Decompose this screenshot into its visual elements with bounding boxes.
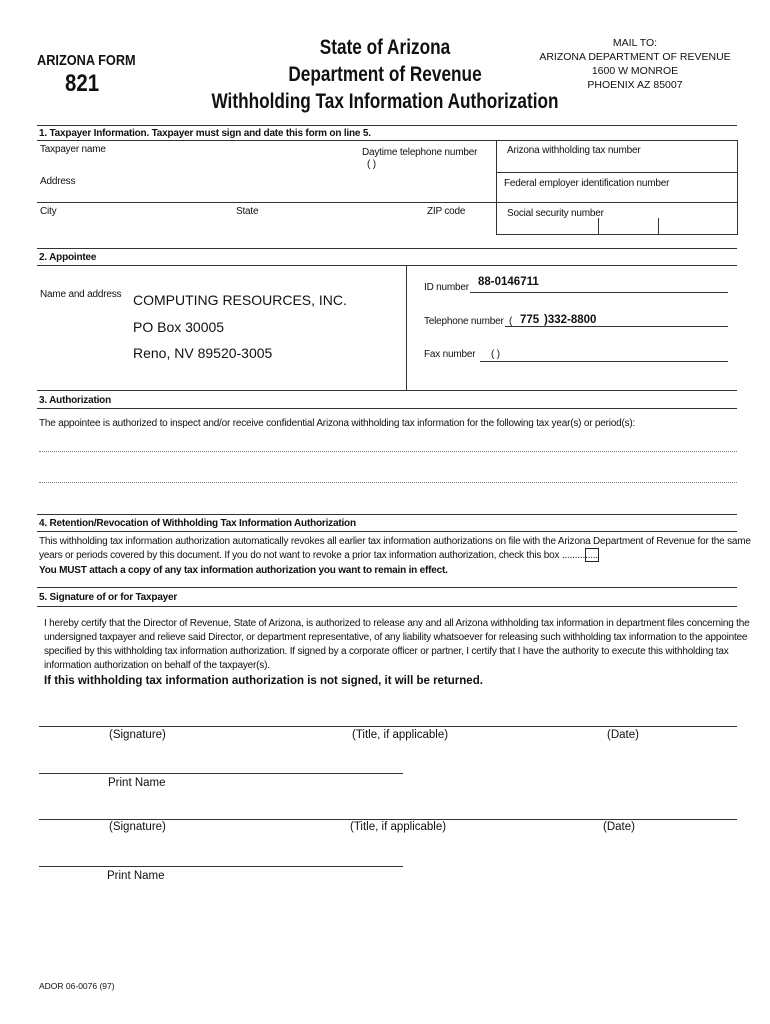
certification-line: information authorization on behalf of the taxpayer(s). bbox=[44, 660, 270, 671]
section2-heading: 2. Appointee bbox=[39, 252, 97, 263]
tax-period-line[interactable] bbox=[39, 482, 737, 483]
certification-line: undersigned taxpayer and relieve said Director, or department representative, of any liability whatsoever for releasing such withholding tax information to the appointee bbox=[44, 632, 748, 643]
certification-line: specified by this withholding tax information authorization. If signed by a corporate officer or partner, I certify that I have the authority to execute this withholding tax bbox=[44, 646, 729, 657]
print-name-line[interactable] bbox=[39, 866, 403, 867]
revoke-checkbox[interactable] bbox=[585, 548, 599, 562]
signature-caption: (Signature) bbox=[109, 821, 166, 833]
title-line1: State of Arizona bbox=[319, 36, 451, 59]
signature-caption: (Signature) bbox=[109, 729, 166, 741]
appointee-name: COMPUTING RESOURCES, INC. bbox=[133, 292, 347, 308]
tax-period-line[interactable] bbox=[39, 451, 737, 452]
mail-to-line: PHOENIX AZ 85007 bbox=[587, 79, 683, 91]
authorization-text: The appointee is authorized to inspect and/or receive confidential Arizona withholding tax information for the following tax year(s) or period(s): bbox=[39, 418, 636, 429]
daytime-phone-parens[interactable]: ( ) bbox=[367, 159, 376, 170]
date-caption: (Date) bbox=[607, 729, 639, 741]
appointee-address-line1: PO Box 30005 bbox=[133, 319, 225, 335]
zip-label: ZIP code bbox=[427, 206, 466, 217]
revocation-line1: This withholding tax information authorization automatically revokes all earlier tax information authorizations on file with the Arizona Department of Revenue for the same bbox=[39, 536, 751, 547]
form-code: ADOR 06-0076 (97) bbox=[39, 981, 115, 991]
section4-heading: 4. Retention/Revocation of Withholding Tax Information Authorization bbox=[39, 518, 356, 529]
title-caption: (Title, if applicable) bbox=[352, 729, 449, 741]
page-title: Withholding Tax Information Authorization bbox=[211, 90, 559, 113]
date-caption: (Date) bbox=[603, 821, 635, 833]
taxpayer-name-label: Taxpayer name bbox=[40, 144, 106, 155]
mail-to-line: MAIL TO: bbox=[612, 37, 658, 49]
print-name-line[interactable] bbox=[39, 773, 403, 774]
signature-line[interactable] bbox=[39, 726, 737, 727]
certification-para bbox=[44, 617, 749, 673]
title-line2: Department of Revenue bbox=[288, 63, 482, 86]
ssn-field[interactable]: Social security number bbox=[507, 208, 604, 219]
telephone-area-code[interactable]: 775 bbox=[520, 314, 540, 326]
section1-heading: 1. Taxpayer Information. Taxpayer must sign and date this form on line 5. bbox=[39, 128, 371, 139]
section3-heading: 3. Authorization bbox=[39, 395, 111, 406]
signature-warning: If this withholding tax information authorization is not signed, it will be returned. bbox=[44, 675, 483, 687]
telephone-number[interactable]: )332-8800 bbox=[544, 314, 597, 326]
certification-line: I hereby certify that the Director of Revenue, State of Arizona, is authorized to release any and all Arizona withholding tax information in department files concerning the bbox=[44, 618, 750, 629]
withholding-number-field[interactable]: Arizona withholding tax number bbox=[507, 145, 641, 156]
city-label: City bbox=[40, 206, 57, 217]
revocation-line3: You MUST attach a copy of any tax information authorization you want to remain in effect. bbox=[39, 565, 448, 576]
section5-heading: 5. Signature of or for Taxpayer bbox=[39, 592, 178, 603]
address-label: Address bbox=[40, 176, 76, 187]
signature-line[interactable] bbox=[39, 819, 737, 820]
mail-to-line: 1600 W MONROE bbox=[591, 65, 679, 77]
id-number-label: ID number bbox=[424, 282, 469, 293]
print-name-caption: Print Name bbox=[107, 870, 165, 882]
fax-parens[interactable]: ( ) bbox=[491, 349, 500, 360]
daytime-phone-label: Daytime telephone number bbox=[362, 147, 478, 158]
form-number: 821 bbox=[65, 70, 100, 97]
appointee-address-line2: Reno, NV 89520-3005 bbox=[133, 345, 273, 361]
title-caption: (Title, if applicable) bbox=[350, 821, 447, 833]
revocation-line2: years or periods covered by this document. If you do not want to revoke a prior tax information authorization, check this box .............. bbox=[39, 550, 598, 561]
mail-to-block bbox=[520, 36, 750, 92]
fax-label: Fax number bbox=[424, 349, 476, 360]
telephone-open-paren: ( bbox=[509, 316, 513, 327]
form-label: ARIZONA FORM bbox=[37, 52, 136, 69]
mail-to-line: ARIZONA DEPARTMENT OF REVENUE bbox=[539, 51, 731, 63]
state-label: State bbox=[236, 206, 259, 217]
print-name-caption: Print Name bbox=[108, 777, 166, 789]
id-number-value[interactable]: 88-0146711 bbox=[478, 276, 539, 288]
telephone-label: Telephone number bbox=[424, 316, 504, 327]
name-address-label: Name and address bbox=[40, 289, 122, 300]
fein-field[interactable]: Federal employer identification number bbox=[504, 178, 670, 189]
